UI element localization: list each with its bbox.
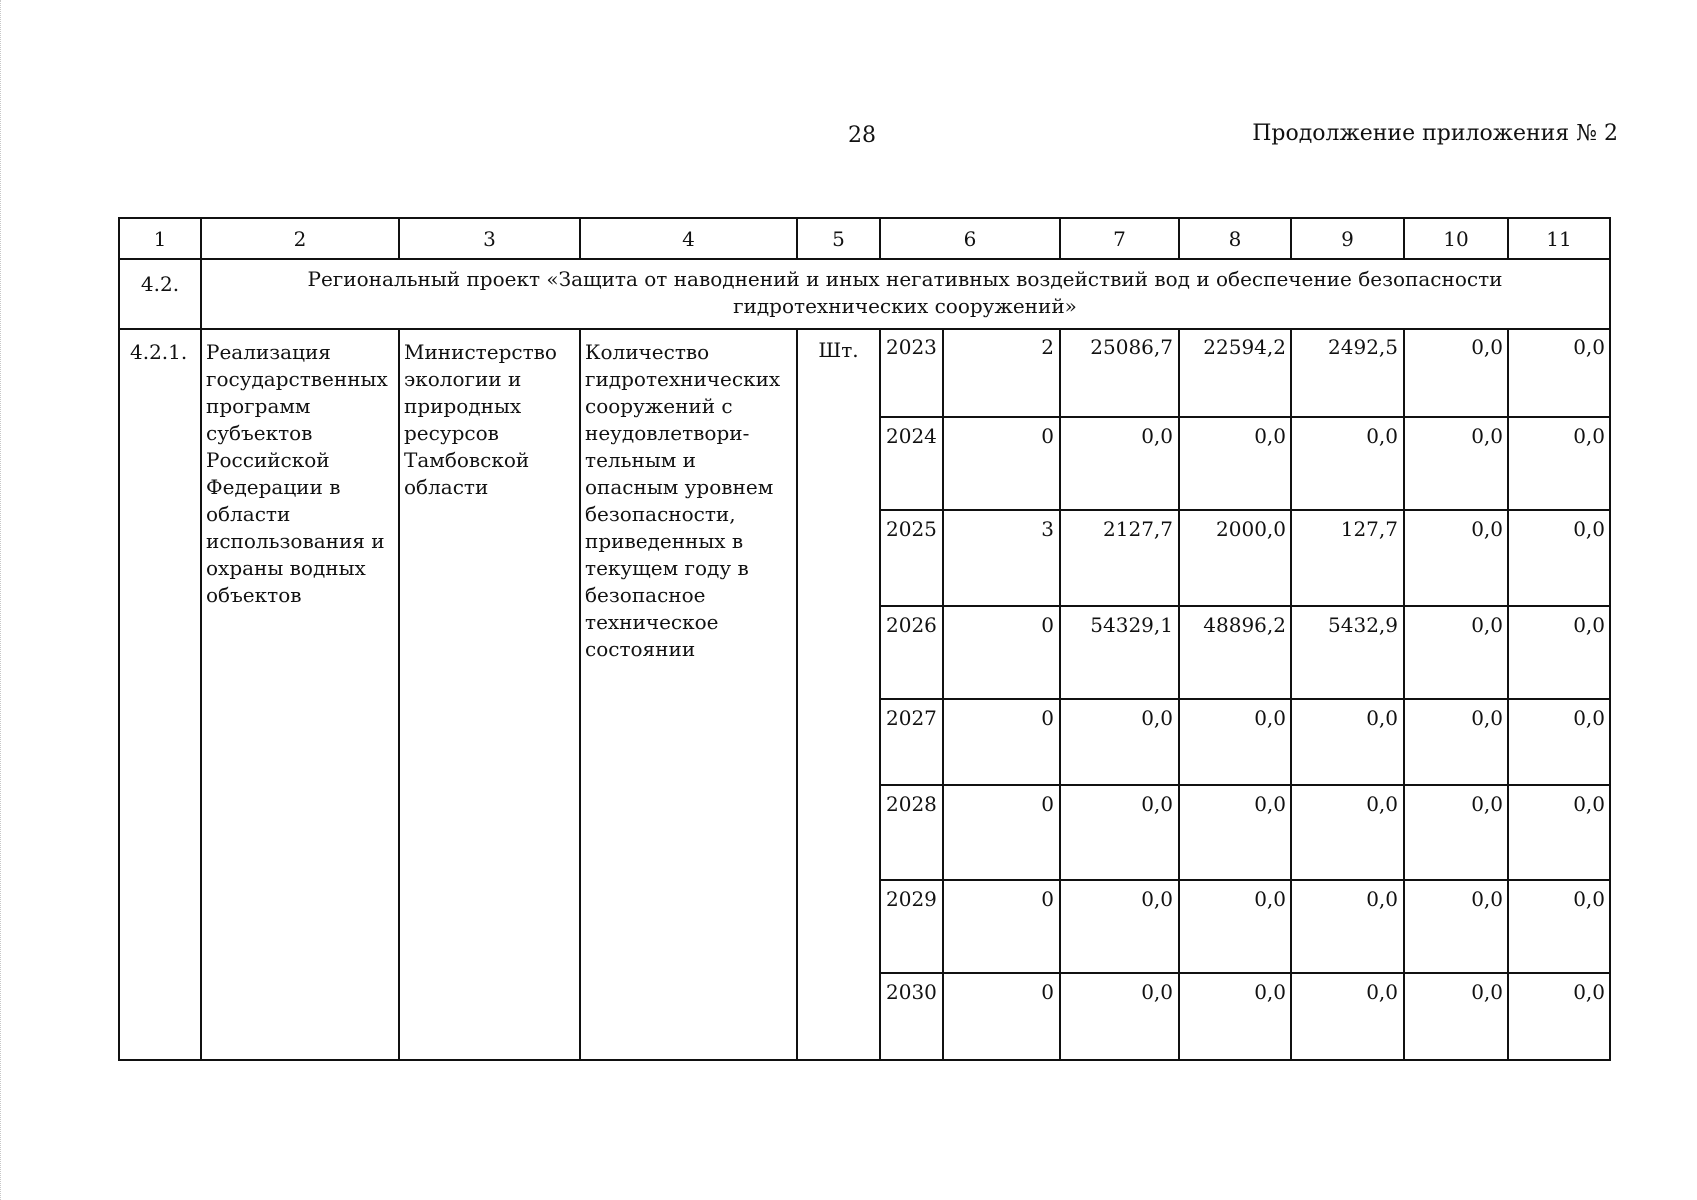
col-header-9: 9 [1341, 227, 1354, 251]
continuation-caption: Продолжение приложения № 2 [1252, 121, 1618, 146]
row-value-qty: 2 [1041, 335, 1054, 359]
col-header-8: 8 [1228, 227, 1242, 251]
row-year: 2028 [886, 792, 937, 816]
row-value-qty: 0 [1041, 980, 1054, 1004]
rule-col-8b [1290, 328, 1292, 1059]
row-year: 2024 [886, 424, 937, 448]
rule-year-2029 [879, 879, 1609, 881]
rule-col-7b [1178, 328, 1180, 1059]
rule-col-2b [398, 328, 400, 1059]
row-year: 2029 [886, 887, 937, 911]
rule-section-bottom [120, 328, 1609, 330]
row-value-c8: 0,0 [1254, 792, 1286, 816]
section-number: 4.2. [140, 272, 180, 296]
row-value-c10: 0,0 [1471, 517, 1503, 541]
item-executor: Министерство экологии и природных ресурсов Тамбовской области [404, 340, 557, 499]
col-header-1: 1 [153, 227, 167, 251]
col-header-6: 6 [963, 227, 977, 251]
row-value-c7: 0,0 [1141, 980, 1173, 1004]
row-year: 2023 [886, 335, 937, 359]
row-value-qty: 0 [1041, 706, 1054, 730]
item-unit: Шт. [818, 338, 859, 362]
row-year: 2026 [886, 613, 937, 637]
rule-year-2028 [879, 784, 1609, 786]
row-value-c9: 0,0 [1366, 706, 1398, 730]
rule-header-bottom [120, 258, 1609, 260]
row-value-qty: 0 [1041, 613, 1054, 637]
col-header-4: 4 [682, 227, 695, 251]
row-value-qty: 0 [1041, 887, 1054, 911]
row-value-c10: 0,0 [1471, 706, 1503, 730]
row-value-qty: 0 [1041, 792, 1054, 816]
rule-col-6a [942, 328, 944, 1059]
row-value-c7: 0,0 [1141, 424, 1173, 448]
rule-year-2024 [879, 416, 1609, 418]
row-value-c8: 0,0 [1254, 706, 1286, 730]
rule-year-2025 [879, 509, 1609, 511]
row-value-c11: 0,0 [1573, 887, 1605, 911]
row-value-c8: 0,0 [1254, 887, 1286, 911]
row-value-c10: 0,0 [1471, 792, 1503, 816]
row-value-c7: 0,0 [1141, 792, 1173, 816]
col-header-2: 2 [293, 227, 307, 251]
row-value-c8: 22594,2 [1203, 335, 1286, 359]
row-value-c8: 0,0 [1254, 424, 1286, 448]
col-header-11: 11 [1546, 227, 1572, 251]
col-header-3: 3 [483, 227, 496, 251]
row-value-c9: 0,0 [1366, 424, 1398, 448]
row-value-c7: 0,0 [1141, 887, 1173, 911]
row-value-c10: 0,0 [1471, 424, 1503, 448]
row-value-c7: 0,0 [1141, 706, 1173, 730]
row-value-c9: 0,0 [1366, 887, 1398, 911]
row-value-c11: 0,0 [1573, 980, 1605, 1004]
rule-year-2030 [879, 972, 1609, 974]
row-value-c9: 2492,5 [1328, 335, 1398, 359]
row-value-c11: 0,0 [1573, 424, 1605, 448]
row-year: 2030 [886, 980, 937, 1004]
rule-col-6b [1059, 328, 1061, 1059]
item-number: 4.2.1. [130, 340, 188, 364]
col-header-5: 5 [832, 227, 845, 251]
row-year: 2027 [886, 706, 937, 730]
row-value-c11: 0,0 [1573, 792, 1605, 816]
page-number: 28 [848, 123, 876, 148]
rule-year-2027 [879, 698, 1609, 700]
row-value-c10: 0,0 [1471, 613, 1503, 637]
rule-col-9b [1403, 328, 1405, 1059]
row-value-qty: 0 [1041, 424, 1054, 448]
row-year: 2025 [886, 517, 937, 541]
row-value-c11: 0,0 [1573, 706, 1605, 730]
row-value-c7: 25086,7 [1090, 335, 1173, 359]
row-value-c9: 127,7 [1340, 517, 1398, 541]
item-indicator: Количество гидротехнических сооружений с неудовлетвори-тельным и опасным уровнем безопасности, приведенных в текущем году в безопасное техническое состоянии [585, 340, 781, 661]
row-value-qty: 3 [1041, 517, 1054, 541]
row-value-c9: 0,0 [1366, 980, 1398, 1004]
row-value-c10: 0,0 [1471, 980, 1503, 1004]
row-value-c8: 0,0 [1254, 980, 1286, 1004]
rule-col-10b [1507, 328, 1509, 1059]
row-value-c8: 48896,2 [1203, 613, 1286, 637]
row-value-c7: 2127,7 [1103, 517, 1173, 541]
item-event: Реализация государственных программ субъектов Российской Федерации в области использования и охраны водных объектов [206, 340, 388, 607]
row-value-c9: 5432,9 [1328, 613, 1398, 637]
row-value-c10: 0,0 [1471, 335, 1503, 359]
row-value-c7: 54329,1 [1090, 613, 1173, 637]
col-header-10: 10 [1443, 227, 1469, 251]
row-value-c11: 0,0 [1573, 335, 1605, 359]
rule-col-5b [879, 328, 881, 1059]
row-value-c10: 0,0 [1471, 887, 1503, 911]
rule-col-4b [796, 328, 798, 1059]
row-value-c9: 0,0 [1366, 792, 1398, 816]
col-header-7: 7 [1113, 227, 1126, 251]
program-table [118, 217, 1611, 1061]
row-value-c11: 0,0 [1573, 613, 1605, 637]
rule-col-1 [200, 219, 202, 1059]
rule-year-2026 [879, 605, 1609, 607]
row-value-c11: 0,0 [1573, 517, 1605, 541]
section-title: Региональный проект «Защита от наводнений и иных негативных воздействий вод и обеспечение безопасности гидротехнических сооружений» [307, 267, 1503, 318]
row-value-c8: 2000,0 [1216, 517, 1286, 541]
rule-col-3b [579, 328, 581, 1059]
scan-edge-specks [0, 0, 11, 1200]
